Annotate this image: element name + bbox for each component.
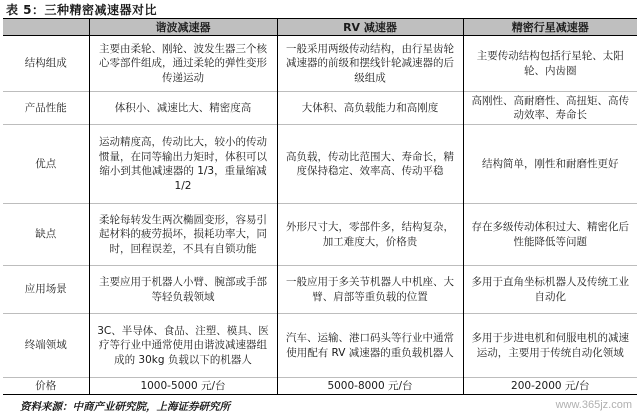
table-row — [3, 266, 637, 314]
row-label: 产品性能 — [3, 92, 89, 125]
table-cell: 1000-5000 元/台 — [89, 378, 277, 395]
table-row — [3, 204, 637, 266]
table-caption: 表 5：三种精密减速器对比 — [6, 3, 158, 17]
table-cell: 存在多级传动体积过大、精密化后性能降低等问题 — [463, 204, 637, 266]
header-cell-harmonic: 谐波减速器 — [89, 19, 277, 36]
table-cell: 结构简单，刚性和耐磨性更好 — [463, 125, 637, 204]
row-label: 结构组成 — [3, 36, 89, 92]
watermark: www.365jz.com — [555, 399, 632, 411]
table-cell: 高负载，传动比范围大、寿命长，精度保持稳定、效率高、传动平稳 — [277, 125, 463, 204]
table-cell: 一般应用于多关节机器人中机座、大臂、肩部等重负载的位置 — [277, 266, 463, 314]
table-cell: 体积小、减速比大、精密度高 — [89, 92, 277, 125]
table-cell: 一般采用两级传动结构，由行星齿轮减速器的前级和摆线针轮减速器的后级组成 — [277, 36, 463, 92]
table-cell: 汽车、运输、港口码头等行业中通常使用配有 RV 减速器的重负载机器人 — [277, 314, 463, 378]
table-cell: 柔轮每转发生两次椭圆变形，容易引起材料的疲劳损坏，损耗功率大，同时，回程误差，不具有自锁功能 — [89, 204, 277, 266]
header-cell-rv: RV 减速器 — [277, 19, 463, 36]
table-row — [3, 378, 637, 395]
comparison-table — [3, 18, 637, 395]
header-row — [3, 19, 637, 36]
table-cell: 5000-8000 元/台 — [277, 378, 463, 395]
table-cell: 大体积、高负载能力和高刚度 — [277, 92, 463, 125]
table-cell: 主要应用于机器人小臂、腕部或手部等轻负载领域 — [89, 266, 277, 314]
table-cell: 3C、半导体、食品、注塑、模具、医疗等行业中通常使用由谐波减速器组成的 30kg 负载以下的机器人 — [89, 314, 277, 378]
row-label: 应用场景 — [3, 266, 89, 314]
table-cell: 主要由柔轮、刚轮、波发生器三个核心零部件组成，通过柔轮的弹性变形传递运动 — [89, 36, 277, 92]
table-row — [3, 125, 637, 204]
table-row — [3, 36, 637, 92]
source-note: 资料来源：中商产业研究院，上海证券研究所 — [20, 401, 230, 413]
header-cell-empty — [3, 19, 89, 36]
table-row — [3, 92, 637, 125]
table-cell: 运动精度高，传动比大，较小的传动惯量，在同等输出力矩时，体积可以缩小到其他减速器的 1/3，重量缩减 1/2 — [89, 125, 277, 204]
table-cell: 主要传动结构包括行星轮、太阳轮、内齿圈 — [463, 36, 637, 92]
row-label: 优点 — [3, 125, 89, 204]
table-cell: 多用于直角坐标机器人及传统工业自动化 — [463, 266, 637, 314]
row-label: 缺点 — [3, 204, 89, 266]
table-cell: 200-2000 元/台 — [463, 378, 637, 395]
row-label: 终端领域 — [3, 314, 89, 378]
table-cell: 外形尺寸大，零部件多，结构复杂，加工难度大，价格贵 — [277, 204, 463, 266]
table-row — [3, 314, 637, 378]
table-cell: 高刚性、高耐磨性、高扭矩、高传动效率、寿命长 — [463, 92, 637, 125]
header-cell-planetary: 精密行星减速器 — [463, 19, 637, 36]
table-cell: 多用于步进电机和伺服电机的减速运动，主要用于传统自动化领域 — [463, 314, 637, 378]
row-label: 价格 — [3, 378, 89, 395]
